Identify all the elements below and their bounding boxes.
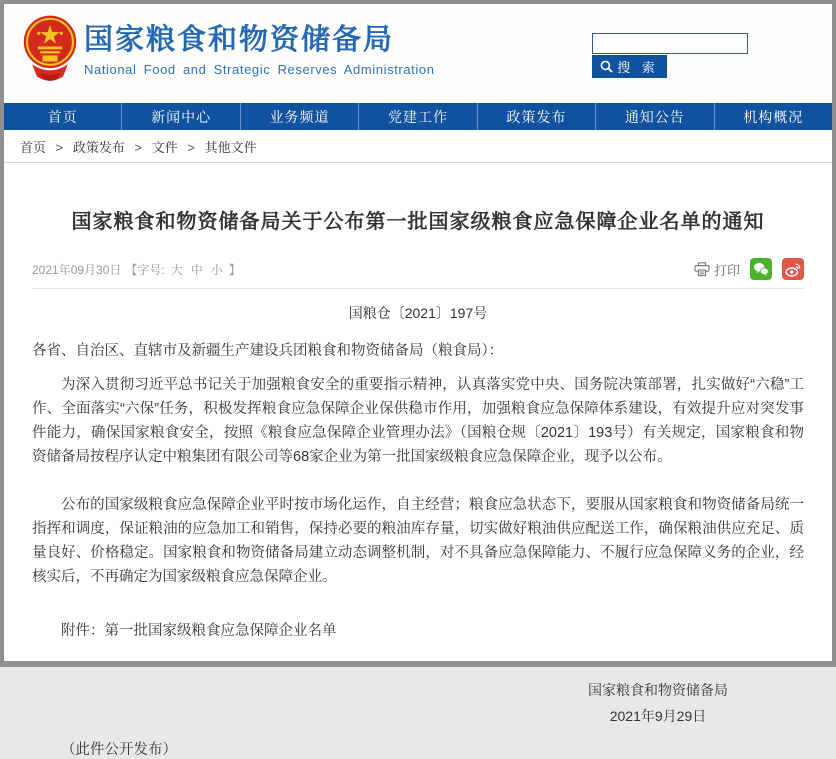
- nav-item-business[interactable]: 业务频道: [241, 103, 359, 130]
- breadcrumb: [4, 130, 832, 162]
- search-input[interactable]: [592, 33, 748, 54]
- article-meta-row: [32, 258, 804, 280]
- search-button-label: 搜 索: [617, 60, 659, 75]
- article-container: [4, 162, 832, 758]
- print-button[interactable]: [694, 260, 740, 279]
- breadcrumb-other-files[interactable]: 其他文件: [204, 140, 257, 155]
- nav-item-about[interactable]: 机构概况: [743, 108, 804, 125]
- breadcrumb-files[interactable]: 文件: [151, 140, 178, 155]
- paragraph: 为深入贯彻习近平总书记关于加强粮食安全的重要指示精神，认真落实党中央、国务院决策部署，扎实做好“六稳”工作、全面落实“六保”任务，积极发挥粮食应急保障企业保供稳市作用，加强粮食应急保障体系建设，有效提升应对突发事件能力，确保国家粮食安全，按照《粮食应急保障企业管理办法》（国粮仓规〔2021〕193号）有关规定，国家粮食和物资储备局按程序认定中粮集团有限公司等68家企业为第一批国家级粮食应急保障企业，现予以公布。: [32, 377, 804, 465]
- signature-agency: 国家粮食和物资储备局: [588, 682, 728, 698]
- share-wechat-button[interactable]: [750, 258, 772, 280]
- breadcrumb-separator: >: [134, 140, 143, 155]
- nav-item-party[interactable]: 党建工作: [359, 103, 477, 130]
- search-icon: [600, 60, 613, 73]
- site-header: [4, 4, 832, 103]
- wechat-icon: [753, 262, 769, 276]
- attachment-line: 附件：第一批国家级粮食应急保障企业名单: [61, 623, 337, 639]
- salutation: 各省、自治区、直辖市及新疆生产建设兵团粮食和物资储备局（粮食局）：: [32, 343, 504, 359]
- breadcrumb-separator: >: [187, 140, 195, 155]
- font-size-medium-button[interactable]: 中: [190, 262, 203, 277]
- main-nav: [4, 103, 832, 130]
- font-size-prefix: 【字号:: [125, 262, 165, 277]
- nav-item-news[interactable]: 新闻中心: [122, 103, 240, 130]
- print-label: 打印: [713, 262, 740, 278]
- national-emblem-logo: [20, 12, 80, 96]
- nav-item-home[interactable]: 首页: [4, 103, 122, 130]
- breadcrumb-separator: >: [55, 140, 64, 155]
- font-size-suffix: 】: [228, 262, 241, 277]
- nav-item-policy[interactable]: 政策发布: [478, 103, 596, 130]
- printer-icon: [694, 262, 710, 277]
- nav-item-notice[interactable]: 通知公告: [596, 103, 714, 130]
- article-date: 2021年09月30日: [32, 262, 122, 277]
- article-meta-left: [32, 261, 241, 278]
- signature-date: 2021年9月29日: [609, 708, 707, 724]
- paragraph: 公布的国家级粮食应急保障企业平时按市场化运作，自主经营；粮食应急状态下，要服从国家粮食和物资储备局统一指挥和调度，保证粮油的应急加工和销售，保持必要的粮油库存量，切实做好粮油供应配送工作，确保粮油供应充足、质量良好、价格稳定。国家粮食和物资储备局建立动态调整机制，对不具备应急保障能力、不履行应急保障义务的企业，经核实后，不再确定为国家级粮食应急保障企业。: [32, 497, 804, 585]
- document-number: 国粮仓〔2021〕197号: [348, 305, 488, 321]
- article-body: [32, 339, 804, 589]
- public-release-note: （此件公开发布）: [61, 742, 177, 758]
- signature-block: [588, 677, 728, 729]
- font-size-large-button[interactable]: 大: [170, 262, 183, 277]
- site-title-en: National Food and Strategic Reserves Administration: [84, 62, 435, 77]
- share-weibo-button[interactable]: [782, 258, 804, 280]
- breadcrumb-policy[interactable]: 政策发布: [72, 140, 125, 155]
- site-title-block: [84, 17, 435, 77]
- article-title: 国家粮食和物资储备局关于公布第一批国家级粮食应急保障企业名单的通知: [71, 211, 765, 233]
- meta-divider: [32, 288, 804, 289]
- font-size-small-button[interactable]: 小: [210, 262, 223, 277]
- site-title-cn: 国家粮食和物资储备局: [84, 24, 395, 56]
- weibo-icon: [785, 262, 801, 277]
- article-meta-right: [694, 258, 804, 280]
- search-button[interactable]: [592, 55, 667, 78]
- breadcrumb-home[interactable]: 首页: [20, 140, 47, 155]
